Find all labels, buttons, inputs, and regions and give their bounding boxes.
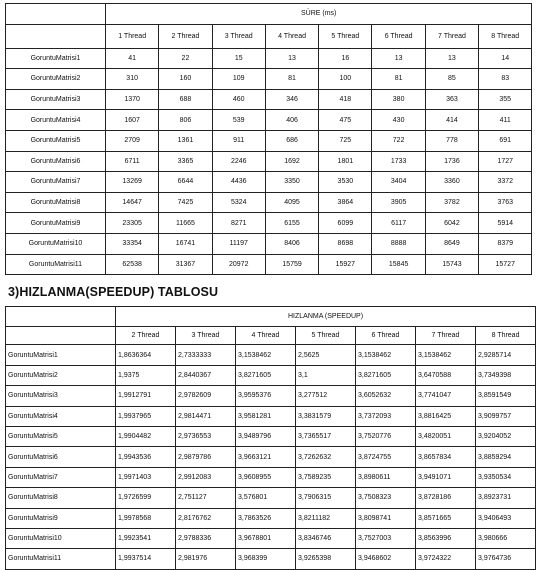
table-cell: 1,9904482 [116,426,176,446]
table-row [6,528,536,548]
time-table-column-header: 6 Thread [372,24,425,48]
row-label: GoruntuMatrisi4 [6,406,116,426]
table-cell: 414 [425,110,478,131]
table-row [6,110,532,131]
table-cell: 3365 [159,151,212,172]
table-cell: 3,9491071 [416,467,476,487]
table-cell: 3,968399 [236,549,296,569]
table-cell: 725 [319,130,372,151]
table-cell: 3,277512 [296,386,356,406]
speedup-table-corner [6,307,116,327]
row-label: GoruntuMatrisi3 [6,89,106,110]
table-cell: 3350 [265,172,318,193]
table-cell: 3,7906315 [296,488,356,508]
table-cell: 539 [212,110,265,131]
table-cell: 3864 [319,192,372,213]
table-cell: 2,7333333 [176,345,236,365]
table-cell: 3360 [425,172,478,193]
table-cell: 3,6470588 [416,365,476,385]
table-cell: 3,8346746 [296,528,356,548]
speedup-table-column-header: 4 Thread [236,327,296,345]
table-cell: 4095 [265,192,318,213]
row-label: GoruntuMatrisi7 [6,172,106,193]
table-cell: 3763 [479,192,532,213]
table-cell: 1607 [106,110,159,131]
table-cell: 3,7520776 [356,426,416,446]
table-cell: 3,9204052 [476,426,536,446]
row-label: GoruntuMatrisi2 [6,365,116,385]
table-cell: 3,8571665 [416,508,476,528]
table-cell: 3,9678801 [236,528,296,548]
table-cell: 3,7589235 [296,467,356,487]
row-label: GoruntuMatrisi8 [6,192,106,213]
row-label: GoruntuMatrisi9 [6,213,106,234]
speedup-table-group-header: HIZLANMA (SPEEDUP) [116,307,536,327]
table-row [6,345,536,365]
table-cell: 2,9285714 [476,345,536,365]
table-cell: 406 [265,110,318,131]
table-cell: 3,6052632 [356,386,416,406]
table-cell: 1,9943536 [116,447,176,467]
table-cell: 14647 [106,192,159,213]
table-cell: 3,9724322 [416,549,476,569]
table-cell: 11197 [212,233,265,254]
table-cell: 3,8591549 [476,386,536,406]
table-cell: 1,9971403 [116,467,176,487]
table-cell: 3,7527003 [356,528,416,548]
row-label: GoruntuMatrisi5 [6,130,106,151]
table-cell: 100 [319,69,372,90]
table-cell: 3,9468602 [356,549,416,569]
table-cell: 1370 [106,89,159,110]
table-cell: 3,7741047 [416,386,476,406]
row-label: GoruntuMatrisi1 [6,48,106,69]
row-label: GoruntuMatrisi11 [6,254,106,275]
table-row [6,233,532,254]
table-cell: 81 [265,69,318,90]
table-cell: 3905 [372,192,425,213]
time-table-column-header: 5 Thread [319,24,372,48]
table-cell: 1,9726599 [116,488,176,508]
table-cell: 8271 [212,213,265,234]
table-cell: 3,7863526 [236,508,296,528]
table-cell: 3782 [425,192,478,213]
table-cell: 346 [265,89,318,110]
table-row [6,549,536,569]
table-cell: 686 [265,130,318,151]
table-cell: 13269 [106,172,159,193]
table-cell: 3,8980611 [356,467,416,487]
table-cell: 363 [425,89,478,110]
table-cell: 1727 [479,151,532,172]
table-row [6,386,536,406]
table-cell: 13 [425,48,478,69]
table-cell: 1736 [425,151,478,172]
table-cell: 3,1538462 [416,345,476,365]
table-cell: 3,1538462 [356,345,416,365]
table-cell: 8649 [425,233,478,254]
table-cell: 3,9489796 [236,426,296,446]
table-row [6,213,532,234]
table-cell: 15727 [479,254,532,275]
table-row [6,488,536,508]
table-cell: 15927 [319,254,372,275]
table-cell: 2,8440367 [176,365,236,385]
table-cell: 2,8176762 [176,508,236,528]
table-cell: 15845 [372,254,425,275]
table-row [6,151,532,172]
table-cell: 3,980666 [476,528,536,548]
table-cell: 20972 [212,254,265,275]
speedup-table-column-header: 3 Thread [176,327,236,345]
table-cell: 3,1 [296,365,356,385]
table-cell: 3,576801 [236,488,296,508]
table-cell: 11665 [159,213,212,234]
table-cell: 160 [159,69,212,90]
row-label: GoruntuMatrisi4 [6,110,106,131]
table-cell: 3,7372093 [356,406,416,426]
time-table-column-header: 3 Thread [212,24,265,48]
table-cell: 109 [212,69,265,90]
table-row [6,192,532,213]
table-cell: 778 [425,130,478,151]
table-cell: 3,8271605 [236,365,296,385]
row-label: GoruntuMatrisi8 [6,488,116,508]
time-table-column-header: 8 Thread [479,24,532,48]
table-cell: 460 [212,89,265,110]
table-row [6,406,536,426]
table-cell: 6117 [372,213,425,234]
table-cell: 3,1538462 [236,345,296,365]
table-cell: 1,9937965 [116,406,176,426]
table-cell: 3,3831579 [296,406,356,426]
table-cell: 23305 [106,213,159,234]
table-cell: 2,5625 [296,345,356,365]
table-cell: 6155 [265,213,318,234]
table-cell: 3372 [479,172,532,193]
table-cell: 16 [319,48,372,69]
table-cell: 475 [319,110,372,131]
table-cell: 1733 [372,151,425,172]
table-cell: 688 [159,89,212,110]
speedup-section-title: 3)HIZLANMA(SPEEDUP) TABLOSU [8,285,219,299]
table-cell: 85 [425,69,478,90]
table-cell: 41 [106,48,159,69]
table-cell: 2,9879786 [176,447,236,467]
table-cell: 2709 [106,130,159,151]
table-cell: 8888 [372,233,425,254]
table-cell: 3,8271605 [356,365,416,385]
table-row [6,254,532,275]
row-label: GoruntuMatrisi1 [6,345,116,365]
table-cell: 15 [212,48,265,69]
table-cell: 3,8816425 [416,406,476,426]
table-cell: 3404 [372,172,425,193]
row-label: GoruntuMatrisi7 [6,467,116,487]
table-cell: 3,8923731 [476,488,536,508]
table-cell: 3,8728186 [416,488,476,508]
table-cell: 3,9350534 [476,467,536,487]
table-cell: 22 [159,48,212,69]
table-cell: 16741 [159,233,212,254]
speedup-table-column-header: 6 Thread [356,327,416,345]
table-cell: 5914 [479,213,532,234]
row-label: GoruntuMatrisi9 [6,508,116,528]
table-cell: 3,4820051 [416,426,476,446]
table-cell: 1,9375 [116,365,176,385]
table-cell: 3,7508323 [356,488,416,508]
table-cell: 3,7262632 [296,447,356,467]
table-cell: 83 [479,69,532,90]
row-label: GoruntuMatrisi10 [6,528,116,548]
table-cell: 3,8098741 [356,508,416,528]
speedup-table-header-empty [6,327,116,345]
row-label: GoruntuMatrisi2 [6,69,106,90]
table-cell: 8379 [479,233,532,254]
table-cell: 1692 [265,151,318,172]
table-cell: 4436 [212,172,265,193]
table-cell: 722 [372,130,425,151]
row-label: GoruntuMatrisi10 [6,233,106,254]
table-cell: 3,8724755 [356,447,416,467]
table-row [6,130,532,151]
table-cell: 1801 [319,151,372,172]
table-cell: 6099 [319,213,372,234]
table-cell: 3,8657834 [416,447,476,467]
table-cell: 2,9788336 [176,528,236,548]
table-cell: 3,9406493 [476,508,536,528]
speedup-table-column-header: 5 Thread [296,327,356,345]
time-table-header-empty [6,24,106,48]
speedup-table [5,306,536,570]
table-cell: 6042 [425,213,478,234]
time-table-column-header: 2 Thread [159,24,212,48]
table-cell: 1361 [159,130,212,151]
table-cell: 62538 [106,254,159,275]
row-label: GoruntuMatrisi5 [6,426,116,446]
table-cell: 3,8859294 [476,447,536,467]
time-table-group-header: SÜRE (ms) [106,4,532,25]
table-cell: 380 [372,89,425,110]
table-cell: 15743 [425,254,478,275]
row-label: GoruntuMatrisi6 [6,447,116,467]
table-row [6,467,536,487]
table-cell: 13 [265,48,318,69]
speedup-table-column-header: 8 Thread [476,327,536,345]
table-cell: 33354 [106,233,159,254]
table-cell: 5324 [212,192,265,213]
table-cell: 806 [159,110,212,131]
table-cell: 355 [479,89,532,110]
table-cell: 3,9581281 [236,406,296,426]
table-cell: 3,9764736 [476,549,536,569]
table-cell: 430 [372,110,425,131]
table-row [6,48,532,69]
table-cell: 3,7349398 [476,365,536,385]
table-cell: 81 [372,69,425,90]
table-cell: 2246 [212,151,265,172]
table-cell: 411 [479,110,532,131]
time-table [5,3,532,275]
row-label: GoruntuMatrisi11 [6,549,116,569]
table-cell: 15759 [265,254,318,275]
table-cell: 691 [479,130,532,151]
table-cell: 2,9782609 [176,386,236,406]
table-cell: 3,7365517 [296,426,356,446]
time-table-column-header: 7 Thread [425,24,478,48]
table-cell: 418 [319,89,372,110]
table-cell: 3,9099757 [476,406,536,426]
table-cell: 2,981976 [176,549,236,569]
speedup-table-column-header: 7 Thread [416,327,476,345]
table-cell: 14 [479,48,532,69]
table-row [6,508,536,528]
table-cell: 3530 [319,172,372,193]
table-cell: 13 [372,48,425,69]
table-cell: 8406 [265,233,318,254]
table-cell: 1,9923541 [116,528,176,548]
table-cell: 3,9265398 [296,549,356,569]
table-cell: 2,9736553 [176,426,236,446]
table-row [6,365,536,385]
table-cell: 7425 [159,192,212,213]
time-table-column-header: 1 Thread [106,24,159,48]
table-cell: 3,9663121 [236,447,296,467]
table-cell: 2,9814471 [176,406,236,426]
table-cell: 310 [106,69,159,90]
table-cell: 2,9912083 [176,467,236,487]
table-cell: 31367 [159,254,212,275]
table-cell: 2,751127 [176,488,236,508]
table-cell: 1,9937514 [116,549,176,569]
row-label: GoruntuMatrisi6 [6,151,106,172]
table-cell: 8698 [319,233,372,254]
table-cell: 6644 [159,172,212,193]
table-row [6,89,532,110]
table-cell: 6711 [106,151,159,172]
table-cell: 3,9608955 [236,467,296,487]
table-cell: 3,8211182 [296,508,356,528]
speedup-table-column-header: 2 Thread [116,327,176,345]
time-table-corner [6,4,106,25]
table-row [6,426,536,446]
table-cell: 3,8563996 [416,528,476,548]
table-row [6,69,532,90]
table-cell: 1,9978568 [116,508,176,528]
table-cell: 911 [212,130,265,151]
table-row [6,172,532,193]
time-table-column-header: 4 Thread [265,24,318,48]
table-cell: 1,8636364 [116,345,176,365]
table-cell: 1,9912791 [116,386,176,406]
table-cell: 3,9595376 [236,386,296,406]
table-row [6,447,536,467]
row-label: GoruntuMatrisi3 [6,386,116,406]
